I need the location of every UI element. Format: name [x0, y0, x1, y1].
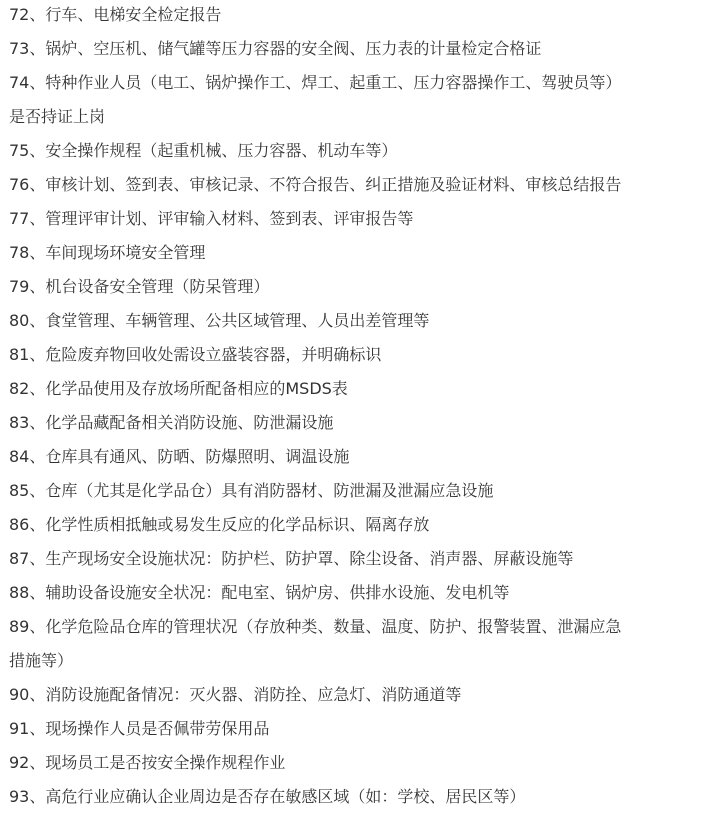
item-88: 88、辅助设备设施安全状况：配电室、锅炉房、供排水设施、发电机等 [9, 583, 510, 602]
item-74: 74、特种作业人员（电工、锅炉操作工、焊工、起重工、压力容器操作工、驾驶员等） [9, 73, 622, 92]
item-93: 93、高危行业应确认企业周边是否存在敏感区域（如：学校、居民区等） [9, 787, 526, 806]
item-72: 72、行车、电梯安全检定报告 [9, 5, 222, 24]
item-80: 80、食堂管理、车辆管理、公共区域管理、人员出差管理等 [9, 311, 430, 330]
item-76: 76、审核计划、签到表、审核记录、不符合报告、纠正措施及验证材料、审核总结报告 [9, 175, 622, 194]
item-83: 83、化学品藏配备相关消防设施、防泄漏设施 [9, 413, 334, 432]
item-91: 91、现场操作人员是否佩带劳保用品 [9, 719, 270, 738]
item-85: 85、仓库（尤其是化学品仓）具有消防器材、防泄漏及泄漏应急设施 [9, 481, 494, 500]
item-87: 87、生产现场安全设施状况：防护栏、防护罩、除尘设备、消声器、屏蔽设施等 [9, 549, 574, 568]
item-75: 75、安全操作规程（起重机械、压力容器、机动车等） [9, 141, 398, 160]
item-86: 86、化学性质相抵触或易发生反应的化学品标识、隔离存放 [9, 515, 430, 534]
item-92: 92、现场员工是否按安全操作规程作业 [9, 753, 286, 772]
item-74-continuation: 是否持证上岗 [9, 107, 106, 126]
item-78: 78、车间现场环境安全管理 [9, 243, 206, 262]
item-89-continuation: 措施等） [9, 651, 74, 670]
item-90: 90、消防设施配备情况：灭火器、消防拴、应急灯、消防通道等 [9, 685, 462, 704]
item-73: 73、锅炉、空压机、储气罐等压力容器的安全阀、压力表的计量检定合格证 [9, 39, 542, 58]
item-84: 84、仓库具有通风、防晒、防爆照明、调温设施 [9, 447, 350, 466]
item-82: 82、化学品使用及存放场所配备相应的MSDS表 [9, 379, 348, 398]
item-79: 79、机台设备安全管理（防呆管理） [9, 277, 270, 296]
item-89: 89、化学危险品仓库的管理状况（存放种类、数量、温度、防护、报警装置、泄漏应急 [9, 617, 622, 636]
item-77: 77、管理评审计划、评审输入材料、签到表、评审报告等 [9, 209, 414, 228]
item-81: 81、危险废弃物回收处需设立盛装容器，并明确标识 [9, 345, 382, 364]
document-body [9, 0, 709, 814]
